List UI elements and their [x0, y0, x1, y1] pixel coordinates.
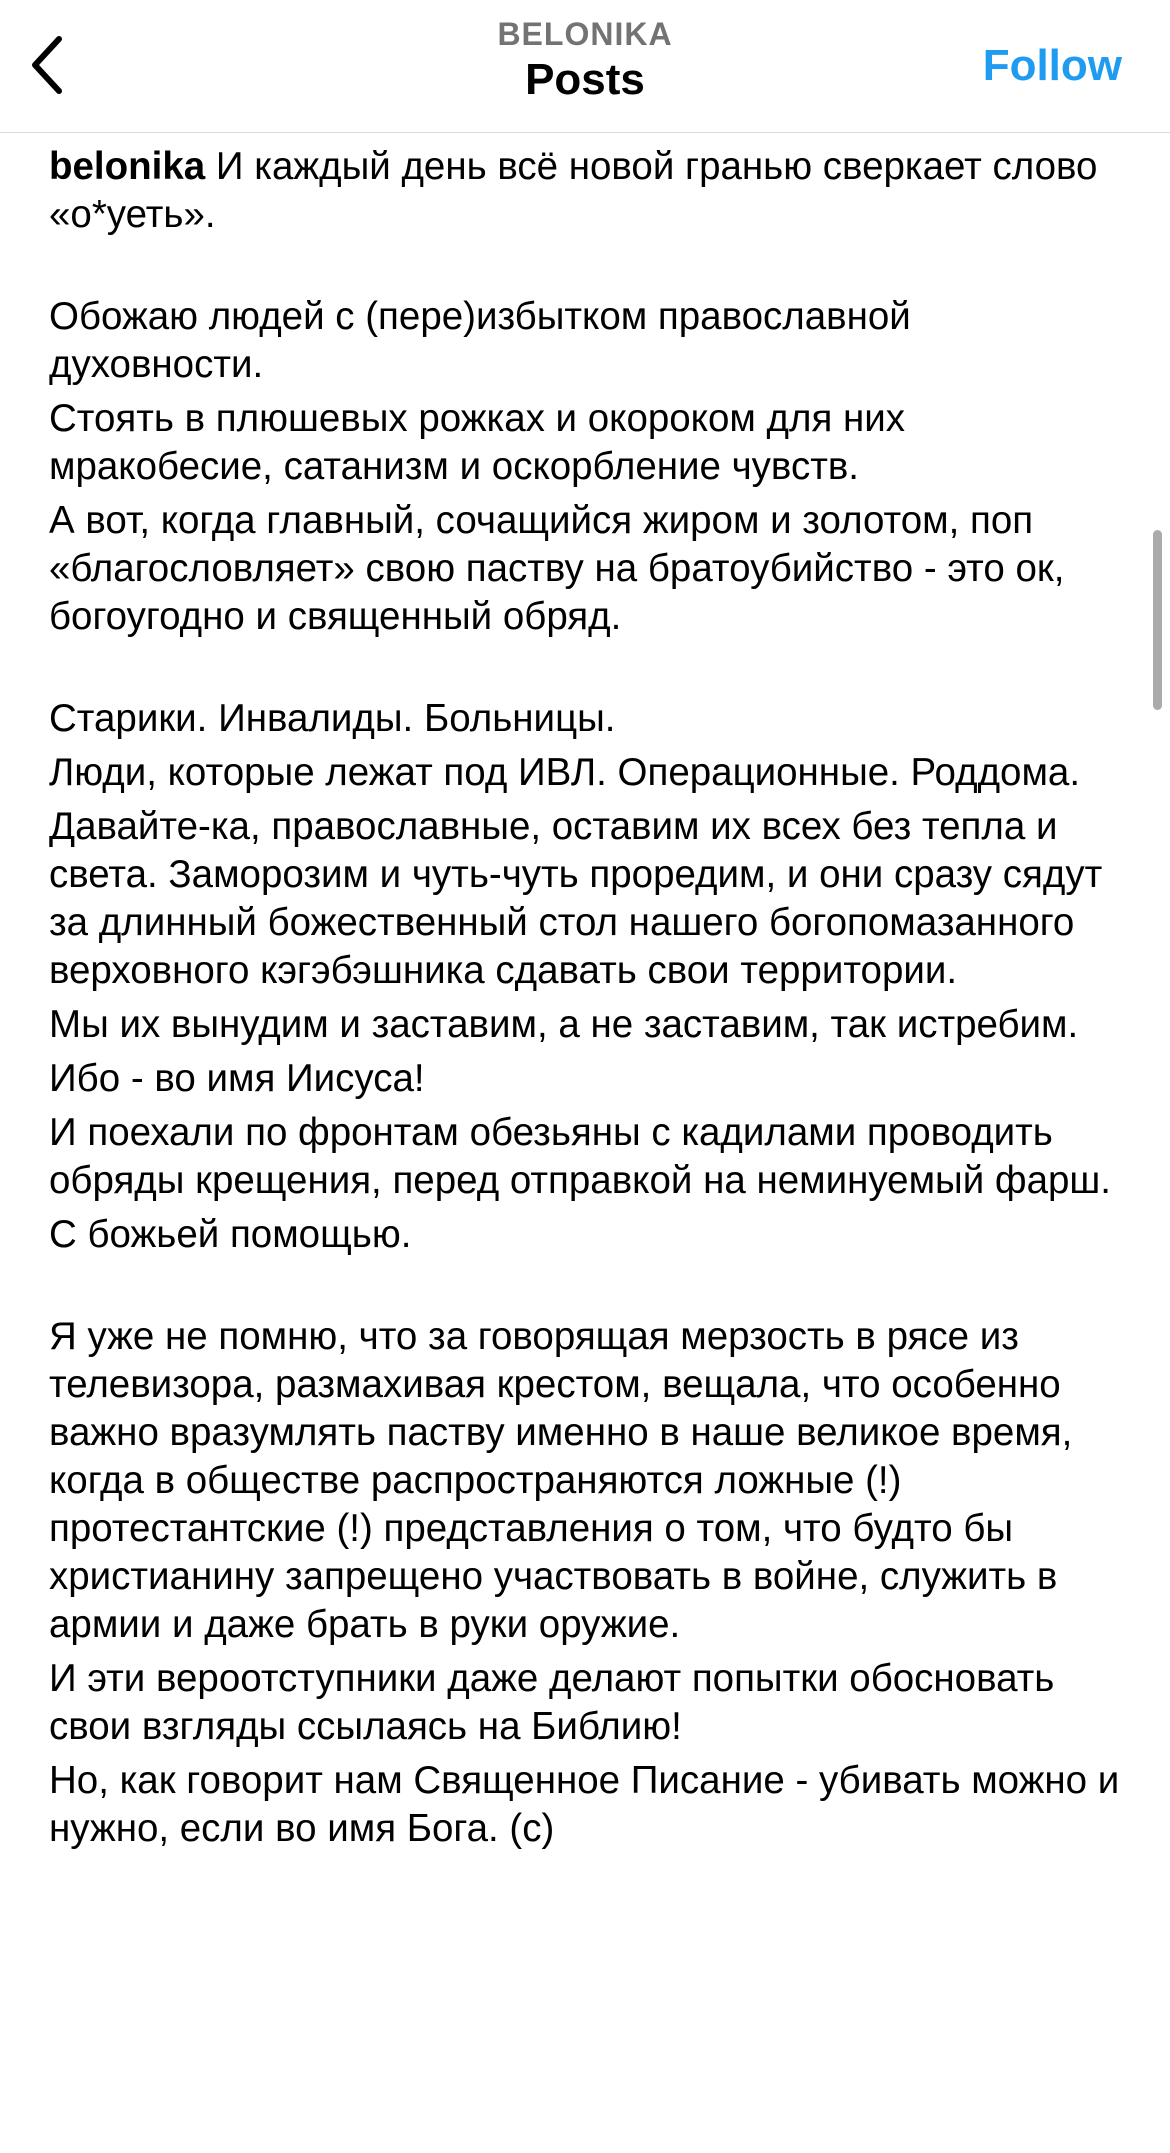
caption-line: Старики. Инвалиды. Больницы. — [49, 697, 616, 740]
caption-line: С божьей помощью. — [49, 1213, 412, 1256]
caption-line: И эти вероотступники даже делают попытки обосновать свои взгляды ссылаясь на Библию! — [49, 1657, 1055, 1748]
caption-line — [49, 143, 1129, 239]
caption-line: Ибо - во имя Иисуса! — [49, 1057, 425, 1100]
caption-line: Обожаю людей с (пере)избытком православной духовности. — [49, 295, 911, 386]
paragraph-gap — [49, 647, 1129, 695]
header-title-group — [285, 14, 885, 106]
paragraph-gap — [49, 1265, 1129, 1313]
caption-line: Давайте-ка, православные, оставим их всех без тепла и света. Заморозим и чуть-чуть проредим, и они сразу сядут за длинный божественный стол нашего богопомазанного верховного кэгэбэшника сдавать свои территории. — [49, 805, 1103, 992]
follow-button[interactable]: Follow — [983, 36, 1122, 96]
caption-text: И каждый день всё новой гранью сверкает слово «о*уеть». — [49, 145, 1098, 236]
account-username: BELONIKA — [497, 16, 673, 52]
caption-line: А вот, когда главный, сочащийся жиром и золотом, поп «благословляет» свою паству на братоубийство - это ок, богоугодно и священный обряд. — [49, 499, 1065, 638]
paragraph-gap — [49, 245, 1129, 293]
chevron-left-icon — [29, 35, 65, 95]
page-title: Posts — [525, 55, 645, 104]
scrollbar[interactable] — [1153, 530, 1162, 710]
top-nav-bar — [0, 0, 1170, 133]
back-button[interactable] — [22, 30, 72, 100]
caption-line: Мы их вынудим и заставим, а не заставим, так истребим. — [49, 1003, 1079, 1046]
caption-line: И поехали по фронтам обезьяны с кадилами проводить обряды крещения, перед отправкой на неминуемый фарш. — [49, 1111, 1112, 1202]
caption-author[interactable]: belonika — [49, 145, 206, 188]
caption-line: Я уже не помню, что за говорящая мерзость в рясе из телевизора, размахивая крестом, вещала, что особенно важно вразумлять паству именно в наше великое время, когда в обществе распространяются ложные (!) протестантские (!) представления о том, что будто бы христианину запрещено участвовать в войне, служить в армии и даже брать в руки оружие. — [49, 1315, 1073, 1646]
post-caption — [49, 143, 1129, 1859]
caption-line: Люди, которые лежат под ИВЛ. Операционные. Роддома. — [49, 751, 1081, 794]
caption-line: Стоять в плюшевых рожках и окороком для них мракобесие, сатанизм и оскорбление чувств. — [49, 397, 906, 488]
caption-line: Но, как говорит нам Священное Писание - убивать можно и нужно, если во имя Бога. (с) — [49, 1759, 1120, 1850]
